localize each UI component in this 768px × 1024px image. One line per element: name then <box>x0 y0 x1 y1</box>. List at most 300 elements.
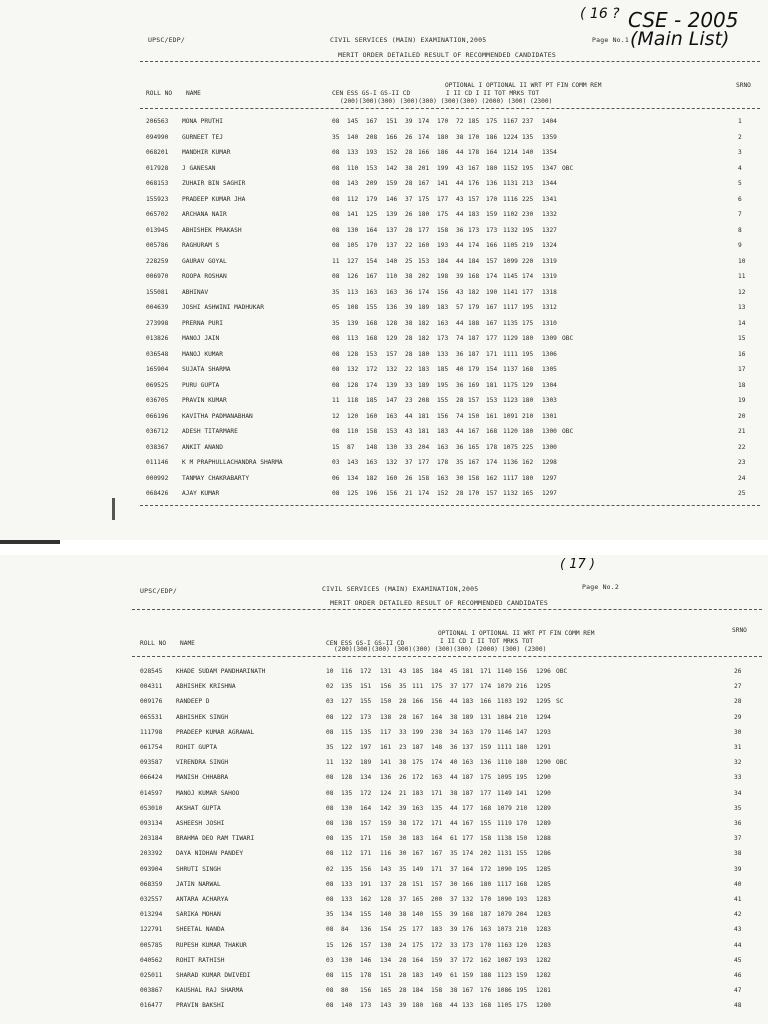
opt1-paper1: 177 <box>418 459 430 466</box>
opt1-paper2: 186 <box>437 149 449 156</box>
final-total: 1359 <box>542 133 557 141</box>
serial-no: 26 <box>734 668 742 675</box>
opt1-paper1: 183 <box>412 835 424 843</box>
gs1-marks: 157 <box>360 820 372 827</box>
opt2-paper2: 167 <box>486 304 498 311</box>
ess-marks: 130 <box>347 226 359 234</box>
roll-no: 061754 <box>140 744 163 751</box>
opt2-paper2: 186 <box>486 133 498 141</box>
cd-marks: 26 <box>399 774 407 782</box>
serial-no: 31 <box>734 744 742 751</box>
candidate-name: ARCHANA NAIR <box>182 211 227 218</box>
table-row <box>0 896 768 906</box>
gs1-marks: 134 <box>360 774 372 782</box>
gs1-marks: 168 <box>366 319 378 327</box>
final-total: 1295 <box>536 698 551 706</box>
opt1-cd: 44 <box>456 211 464 218</box>
pt-marks: 216 <box>516 683 528 691</box>
ess-marks: 115 <box>341 972 353 979</box>
opt1-paper1: 208 <box>418 397 430 404</box>
serial-no: 38 <box>734 850 742 858</box>
community: OBC <box>556 668 568 675</box>
cen-code: 08 <box>326 987 334 995</box>
pt-marks: 120 <box>516 941 528 949</box>
opt1-cd: 74 <box>456 412 464 420</box>
table-row <box>0 1002 768 1012</box>
final-total: 1289 <box>536 820 551 827</box>
roll-no: 040562 <box>140 956 163 964</box>
gs1-marks: 182 <box>366 474 378 482</box>
serial-no: 6 <box>738 195 742 203</box>
opt2-paper2: 164 <box>486 149 498 156</box>
final-total: 1283 <box>536 911 551 919</box>
cen-code: 10 <box>326 668 334 675</box>
pt-marks: 177 <box>522 288 534 296</box>
roll-no: 068426 <box>146 490 169 497</box>
serial-no: 8 <box>738 226 742 234</box>
gs1-marks: 171 <box>360 835 372 843</box>
cen-code: 35 <box>332 288 340 296</box>
result-subtitle: MERIT ORDER DETAILED RESULT OF RECOMMENDED CANDIDATES <box>338 51 557 59</box>
gs1-marks: 191 <box>360 880 372 888</box>
gs1-marks: 185 <box>366 397 378 404</box>
candidate-name: GAURAV GOYAL <box>182 257 227 265</box>
page-gap <box>0 540 768 555</box>
cen-code: 06 <box>332 474 340 482</box>
gs2-marks: 128 <box>380 896 392 903</box>
gs1-marks: 208 <box>366 133 378 141</box>
candidate-name: MANDHIR KUMAR <box>182 149 231 156</box>
cd-marks: 28 <box>399 880 407 888</box>
opt1-paper2: 159 <box>431 956 443 964</box>
ess-marks: 105 <box>347 242 359 249</box>
written-total: 1140 <box>497 668 512 675</box>
roll-no: 003867 <box>140 987 163 995</box>
candidate-name: GURNEET TEJ <box>182 133 223 141</box>
serial-no: 16 <box>738 350 746 358</box>
table-row <box>0 866 768 876</box>
opt2-paper2: 180 <box>486 164 498 172</box>
cen-code: 08 <box>326 926 334 934</box>
opt1-paper1: 172 <box>412 774 424 782</box>
gs2-marks: 150 <box>380 698 392 706</box>
opt1-cd: 36 <box>450 744 458 751</box>
opt1-paper2: 158 <box>431 987 443 995</box>
opt1-cd: 37 <box>450 896 458 903</box>
opt1-paper2: 141 <box>437 180 449 187</box>
opt2-paper1: 179 <box>468 366 480 373</box>
final-total: 1286 <box>536 850 551 858</box>
roll-no: 036712 <box>146 428 169 435</box>
candidate-name: VIRENDRA SINGH <box>176 759 229 767</box>
opt1-paper2: 135 <box>431 804 443 812</box>
opt2-paper1: 164 <box>462 865 474 873</box>
cd-marks: 38 <box>399 820 407 827</box>
pt-marks: 192 <box>516 698 528 706</box>
ess-marks: 133 <box>341 880 353 888</box>
opt1-cd: 38 <box>450 713 458 721</box>
opt1-cd: 61 <box>450 835 458 843</box>
roll-no: 036548 <box>146 350 169 358</box>
table-row <box>0 490 768 500</box>
written-total: 1163 <box>497 941 512 949</box>
opt1-paper1: 185 <box>412 668 424 675</box>
pt-marks: 193 <box>516 956 528 964</box>
serial-no: 10 <box>738 257 746 265</box>
opt1-cd: 39 <box>450 926 458 934</box>
gs1-marks: 168 <box>366 335 378 342</box>
serial-no: 19 <box>738 397 746 404</box>
final-total: 1298 <box>542 459 557 466</box>
cen-code: 08 <box>332 226 340 234</box>
cd-marks: 21 <box>405 490 413 497</box>
ess-marks: 132 <box>347 366 359 373</box>
opt2-paper1: 173 <box>462 941 474 949</box>
opt2-paper1: 170 <box>468 133 480 141</box>
opt1-paper1: 202 <box>418 273 430 280</box>
serial-no: 14 <box>738 319 746 327</box>
cd-marks: 26 <box>405 133 413 141</box>
opt1-cd: 44 <box>456 149 464 156</box>
roll-no: 068201 <box>146 149 169 156</box>
opt1-paper1: 182 <box>418 319 430 327</box>
opt1-paper2: 198 <box>437 273 449 280</box>
cd-marks: 33 <box>405 381 413 389</box>
gs2-marks: 154 <box>380 926 392 934</box>
final-total: 1289 <box>536 804 551 812</box>
opt1-paper1: 204 <box>418 443 430 451</box>
opt2-paper1: 187 <box>462 774 474 782</box>
cen-code: 08 <box>332 211 340 218</box>
opt2-paper1: 170 <box>468 490 480 497</box>
serial-no: 27 <box>734 683 742 691</box>
opt2-paper1: 172 <box>462 956 474 964</box>
written-total: 1090 <box>497 865 512 873</box>
serial-no: 23 <box>738 459 746 466</box>
cd-marks: 38 <box>405 319 413 327</box>
pt-marks: 180 <box>516 759 528 767</box>
opt2-paper1: 177 <box>462 683 474 691</box>
candidate-name: PRAVIN KUMAR <box>182 397 227 404</box>
column-header-subcols: I II CD I II TOT MRKS TOT <box>440 638 534 645</box>
final-total: 1332 <box>542 211 557 218</box>
serial-no: 7 <box>738 211 742 218</box>
written-total: 1117 <box>503 474 518 482</box>
cen-code: 02 <box>326 683 334 691</box>
table-row <box>0 444 768 454</box>
ess-marks: 126 <box>341 941 353 949</box>
opt2-paper2: 162 <box>486 474 498 482</box>
opt2-paper2: 172 <box>480 865 492 873</box>
opt1-paper2: 163 <box>431 774 443 782</box>
candidate-name: SUJATA SHARMA <box>182 366 231 373</box>
opt2-paper2: 157 <box>486 257 498 265</box>
pt-marks: 219 <box>522 242 534 249</box>
opt1-paper2: 167 <box>431 850 443 858</box>
ess-marks: 134 <box>347 474 359 482</box>
cen-code: 08 <box>326 896 334 903</box>
final-total: 1354 <box>542 149 557 156</box>
final-total: 1306 <box>542 350 557 358</box>
pt-marks: 180 <box>516 744 528 751</box>
opt2-paper1: 165 <box>468 443 480 451</box>
table-row <box>0 805 768 815</box>
serial-no: 32 <box>734 759 742 767</box>
ess-marks: 87 <box>347 443 355 451</box>
written-total: 1131 <box>497 850 512 858</box>
opt1-paper1: 180 <box>412 1002 424 1010</box>
written-total: 1129 <box>503 335 518 342</box>
table-row <box>0 335 768 345</box>
cen-code: 08 <box>326 880 334 888</box>
opt2-paper1: 188 <box>468 319 480 327</box>
candidate-name: PRERNA PURI <box>182 319 223 327</box>
candidate-name: DAYA NIDHAN PANDEY <box>176 850 244 858</box>
cen-code: 11 <box>332 257 340 265</box>
opt2-paper2: 174 <box>486 273 498 280</box>
pt-marks: 162 <box>522 459 534 466</box>
gs1-marks: 167 <box>366 118 378 125</box>
final-total: 1319 <box>542 257 557 265</box>
cen-code: 08 <box>326 835 334 843</box>
candidate-name: SHARAD KUMAR DWIVEDI <box>176 972 251 979</box>
candidate-name: ABHISHEK PRAKASH <box>182 226 242 234</box>
opt2-paper2: 178 <box>486 443 498 451</box>
written-total: 1117 <box>503 304 518 311</box>
gs2-marks: 136 <box>380 774 392 782</box>
roll-no: 005785 <box>140 941 163 949</box>
opt1-cd: 44 <box>456 180 464 187</box>
candidate-name: BRAHMA DEO RAM TIWARI <box>176 835 255 843</box>
opt1-paper1: 174 <box>418 490 430 497</box>
table-row <box>0 475 768 485</box>
gs1-marks: 197 <box>360 744 372 751</box>
opt2-paper1: 185 <box>468 118 480 125</box>
candidate-name: ANKIT ANAND <box>182 443 223 451</box>
opt2-paper2: 168 <box>480 1002 492 1010</box>
gs1-marks: 125 <box>366 211 378 218</box>
ess-marks: 122 <box>341 713 353 721</box>
roll-no: 017928 <box>146 164 169 172</box>
table-row <box>0 459 768 469</box>
table-row <box>0 273 768 283</box>
cd-marks: 37 <box>399 896 407 903</box>
org-code: UPSC/EDP/ <box>140 587 178 595</box>
column-header-name: NAME <box>186 90 201 97</box>
final-total: 1285 <box>536 865 551 873</box>
handwritten-note: CSE - 2005 <box>628 8 739 32</box>
final-total: 1312 <box>542 304 557 311</box>
gs2-marks: 110 <box>386 273 398 280</box>
written-total: 1116 <box>503 195 518 203</box>
roll-no: 036705 <box>146 397 169 404</box>
cen-code: 08 <box>332 490 340 497</box>
final-total: 1297 <box>542 474 557 482</box>
cen-code: 11 <box>326 759 334 767</box>
roll-no: 065702 <box>146 211 169 218</box>
opt2-paper2: 188 <box>480 972 492 979</box>
opt1-paper1: 177 <box>418 226 430 234</box>
opt1-paper2: 155 <box>431 911 443 919</box>
cen-code: 03 <box>326 698 334 706</box>
gs1-marks: 173 <box>360 713 372 721</box>
final-total: 1347 <box>542 164 557 172</box>
column-header-scores: CEN ESS GS-I GS-II CD <box>326 640 405 647</box>
cen-code: 35 <box>326 911 334 919</box>
written-total: 1135 <box>503 319 518 327</box>
written-total: 1090 <box>497 896 512 903</box>
roll-no: 066196 <box>146 412 169 420</box>
cd-marks: 24 <box>399 941 407 949</box>
ess-marks: 134 <box>341 911 353 919</box>
table-row <box>0 774 768 784</box>
opt1-cd: 37 <box>450 956 458 964</box>
ess-marks: 110 <box>347 164 359 172</box>
community: OBC <box>562 428 574 435</box>
gs2-marks: 131 <box>380 668 392 675</box>
candidate-name: MANOJ JAIN <box>182 335 220 342</box>
ess-marks: 110 <box>347 428 359 435</box>
gs1-marks: 135 <box>360 728 372 736</box>
gs2-marks: 141 <box>380 759 392 767</box>
column-header-optional: OPTIONAL I OPTIONAL II WRT PT FIN COMM REM <box>438 630 595 637</box>
opt2-paper1: 163 <box>462 728 474 736</box>
final-total: 1295 <box>536 683 551 691</box>
pt-marks: 180 <box>522 397 534 404</box>
serial-no: 9 <box>738 242 742 249</box>
cd-marks: 35 <box>399 683 407 691</box>
opt1-paper1: 166 <box>412 698 424 706</box>
opt1-paper2: 171 <box>431 789 443 797</box>
roll-no: 273998 <box>146 319 169 327</box>
opt2-paper2: 159 <box>486 211 498 218</box>
cen-code: 08 <box>332 195 340 203</box>
opt2-paper2: 170 <box>480 896 492 903</box>
opt1-paper1: 166 <box>418 149 430 156</box>
opt2-paper2: 170 <box>480 941 492 949</box>
opt2-paper2: 181 <box>486 381 498 389</box>
result-sheet-page-2 <box>0 555 768 1024</box>
opt2-paper1: 168 <box>468 273 480 280</box>
ess-marks: 113 <box>347 335 359 342</box>
opt1-paper2: 164 <box>431 713 443 721</box>
pt-marks: 195 <box>516 865 528 873</box>
serial-no: 41 <box>734 896 742 903</box>
opt2-paper2: 163 <box>480 926 492 934</box>
table-row <box>0 227 768 237</box>
written-total: 1091 <box>503 412 518 420</box>
opt2-paper1: 163 <box>462 759 474 767</box>
pt-marks: 195 <box>522 164 534 172</box>
final-total: 1310 <box>542 319 557 327</box>
opt2-paper2: 187 <box>480 911 492 919</box>
opt2-paper2: 190 <box>486 288 498 296</box>
gs2-marks: 132 <box>386 459 398 466</box>
candidate-name: ADESH TITARMARE <box>182 428 238 435</box>
opt1-cd: 30 <box>450 880 458 888</box>
column-header-roll: ROLL NO <box>146 90 173 97</box>
candidate-name: PRADEEP KUMAR JHA <box>182 195 246 203</box>
pt-marks: 195 <box>516 987 528 995</box>
serial-no: 42 <box>734 911 742 919</box>
gs1-marks: 155 <box>360 698 372 706</box>
opt1-paper2: 163 <box>437 319 449 327</box>
opt1-cd: 38 <box>450 789 458 797</box>
written-total: 1105 <box>497 1002 512 1010</box>
gs2-marks: 140 <box>380 911 392 919</box>
cen-code: 12 <box>332 412 340 420</box>
gs2-marks: 130 <box>386 443 398 451</box>
opt1-cd: 43 <box>456 164 464 172</box>
written-total: 1136 <box>503 459 518 466</box>
written-total: 1117 <box>497 880 512 888</box>
final-total: 1283 <box>536 896 551 903</box>
ess-marks: 127 <box>347 257 359 265</box>
gs2-marks: 165 <box>380 987 392 995</box>
ess-marks: 132 <box>341 759 353 767</box>
cen-code: 08 <box>326 972 334 979</box>
opt1-paper1: 174 <box>418 133 430 141</box>
written-total: 1132 <box>503 490 518 497</box>
opt1-paper2: 156 <box>437 412 449 420</box>
opt1-cd: 36 <box>456 443 464 451</box>
cd-marks: 33 <box>399 728 407 736</box>
serial-no: 46 <box>734 972 742 979</box>
cd-marks: 28 <box>405 350 413 358</box>
gs1-marks: 178 <box>360 972 372 979</box>
opt1-paper2: 184 <box>431 668 443 675</box>
table-row <box>0 926 768 936</box>
opt1-paper1: 111 <box>412 683 424 691</box>
ess-marks: 116 <box>341 668 353 675</box>
roll-no: 013945 <box>146 226 169 234</box>
table-row <box>0 196 768 206</box>
opt1-paper2: 184 <box>437 257 449 265</box>
ess-marks: 125 <box>347 490 359 497</box>
opt1-cd: 44 <box>450 820 458 827</box>
ess-marks: 80 <box>341 987 349 995</box>
gs2-marks: 130 <box>380 941 392 949</box>
cd-marks: 33 <box>405 443 413 451</box>
roll-no: 013294 <box>140 911 163 919</box>
gs1-marks: 189 <box>360 759 372 767</box>
gs1-marks: 155 <box>360 911 372 919</box>
pt-marks: 225 <box>522 195 534 203</box>
serial-no: 5 <box>738 180 742 187</box>
opt1-paper2: 133 <box>437 350 449 358</box>
gs1-marks: 172 <box>366 366 378 373</box>
serial-no: 47 <box>734 987 742 995</box>
cen-code: 08 <box>332 350 340 358</box>
roll-no: 004311 <box>140 683 163 691</box>
gs2-marks: 156 <box>380 683 392 691</box>
opt1-paper2: 163 <box>437 443 449 451</box>
final-total: 1297 <box>542 490 557 497</box>
table-row <box>0 397 768 407</box>
roll-no: 203184 <box>140 835 163 843</box>
candidate-name: SHEETAL NANDA <box>176 926 225 934</box>
pt-marks: 135 <box>522 133 534 141</box>
cd-marks: 36 <box>405 288 413 296</box>
opt1-paper2: 158 <box>437 226 449 234</box>
roll-no: 068153 <box>146 180 169 187</box>
written-total: 1103 <box>497 698 512 706</box>
opt1-paper2: 177 <box>437 195 449 203</box>
cd-marks: 23 <box>399 744 407 751</box>
opt2-paper2: 166 <box>486 242 498 249</box>
pt-marks: 193 <box>516 896 528 903</box>
opt1-paper2: 180 <box>437 133 449 141</box>
